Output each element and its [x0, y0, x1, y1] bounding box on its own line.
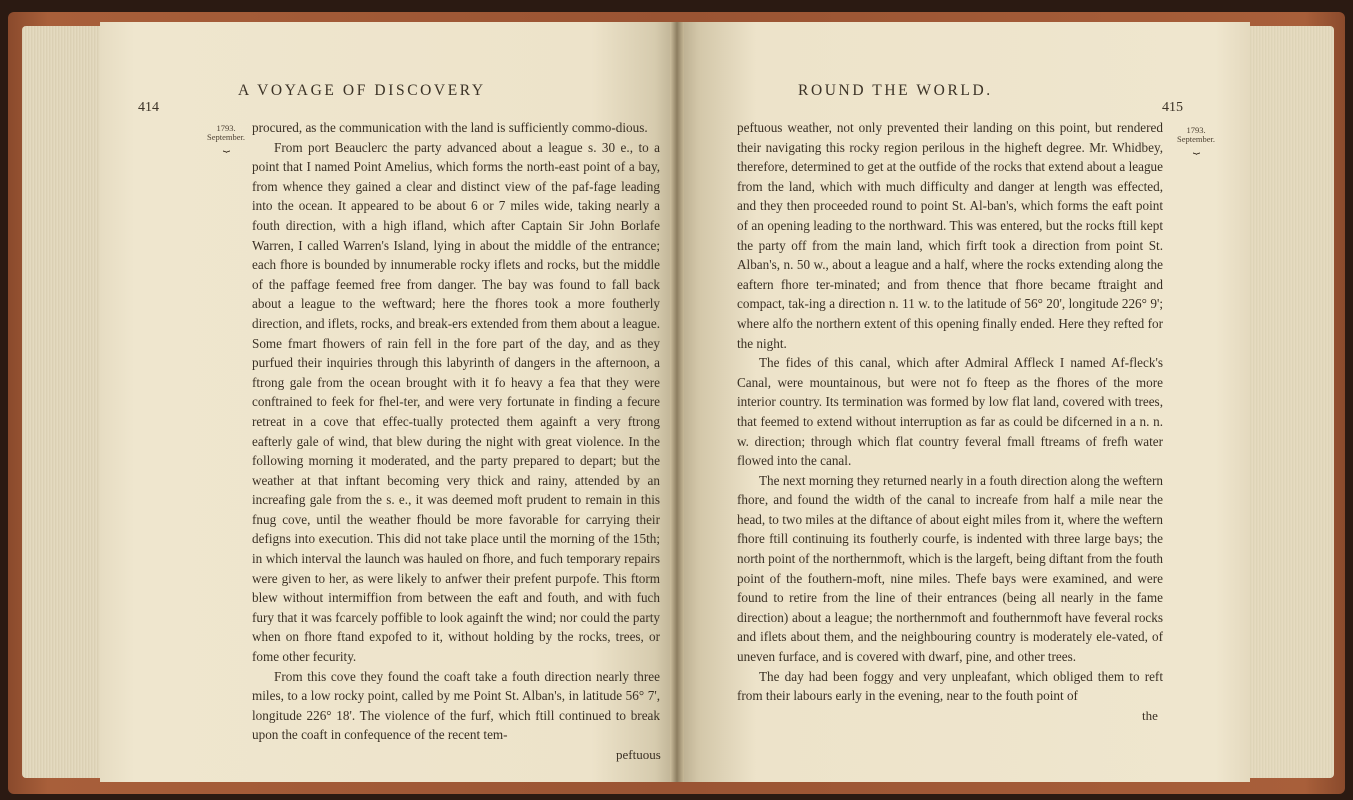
paragraph: The next morning they returned nearly in a fouth direction along the weftern fhore, and found the width of the canal to increafe from half a mile near the head, to two miles at the diftance of about eight miles from it, where the weftern fhore ftill continuing its foutherly courfe, is indented with three large bays; the north point of the northernmoft, which is the largeft, being diftant from the fouth point of the fouthern-moft, nine miles. Thefe bays were examined, and were found to retire from the line of their entrances (being all nearly in the fame direction) about a league; the northernmoft and fouthernmoft have feveral rocks and iflets about them, and the neighbouring country is moderately ele-vated, of uneven furface, and is covered with dwarf, pine, and other trees. — [737, 472, 1163, 665]
margin-month: September. — [206, 132, 245, 142]
paragraph: From port Beauclerc the party advanced about a league s. 30 e., to a point that I named Point Amelius, which forms the north-east point of a bay, from whence they gained a clear and distinct view of the paf-fage leading into the ocean. It appeared to be about 6 or 7 miles wide, taking nearly a fouth direction, with a high ifland, which after Captain Sir John Borlafe Warren, I called Warren's Island, lying in about the middle of the entrance; each fhore is bounded by innumerable rocky iflets and rocks, but the middle of the paffage feemed free from danger. The bay was found to fall back about a league to the weftward; here the fhores took a more foutherly direction, and iflets, rocks, and break-ers extended from them about a league. Some fmart fhowers of rain fell in the fore part of the day, and as they purfued their inquiries through this labyrinth of dangers in the afternoon, a ftrong gale from the ocean brought with it fo heavy a fea that they were conftrained to feek for fhel-ter, and were very fortunate in finding a fecure retreat in a cove that effec-tually protected them againft a very ftrong eafterly gale of wind, that blew during the night with great violence. In the following morning it moderated, and the party prepared to depart; but the weather at that inftant becoming very thick and rainy, attended by an increafing gale from the s. e., it was deemed moft prudent to remain in this fnug cove, until the weather fhould be more favorable for carrying their defigns into execution. This did not take place until the morning of the 15th; in which interval the launch was hauled on fhore, and fuch temporary repairs were given to her, as were likely to anfwer their prefent purpofe. This ftorm blew without intermiffion from between the eaft and fouth, and with fuch fury that it was fcarcely poffible to look againft the wind; nor could the party when on fhore ftand expofed to it, without holding by the rocks, trees, or fome other fecurity. — [252, 139, 660, 665]
paragraph: The fides of this canal, which after Admiral Affleck I named Af-fleck's Canal, were mountainous, but were not fo fteep as the fhores of the more interior country. Its termination was formed by low flat land, covered with trees, that feemed to extend without interruption as far as could be difcerned in a n. n. w. direction; through which flat country feveral fmall ftreams of frefh water flowed into the canal. — [737, 355, 1163, 469]
right-margin-note — [1170, 125, 1222, 154]
page-edges-left — [22, 26, 110, 778]
left-running-head: A VOYAGE OF DISCOVERY — [238, 82, 486, 99]
left-page-number: 414 — [138, 100, 159, 115]
paragraph: peftuous weather, not only prevented their landing on this point, but rendered their navigating this rocky region perilous in the higheft degree. Mr. Whidbey, therefore, determined to get at the outfide of the rocks that extend about a league from the land, which with much difficulty and danger at length was effected, and they then proceeded round to point St. Al-ban's, which forms the eaft point of an opening leading to the northward. This was entered, but the rocks ftill kept the party off from the main land, which firft took a direction from point St. Alban's, n. 50 w., about a league and a half, where the rocks extending along the eaftern fhore ter-minated; and from thence that fhore became ftraight and compact, tak-ing a direction n. 11 w. to the latitude of 56° 20', longitude 226° 9'; where alfo the northern extent of this opening finally ended. Here they refted for the night. — [737, 120, 1163, 351]
brace-icon: ⏟ — [1192, 140, 1200, 154]
page-edges-right — [1238, 26, 1334, 778]
margin-year: 1793. — [1186, 125, 1206, 135]
right-catchword: the — [1142, 708, 1158, 723]
right-running-head: ROUND THE WORLD. — [798, 82, 993, 99]
margin-year: 1793. — [216, 123, 236, 133]
paragraph: The day had been foggy and very unpleafant, which obliged them to reft from their labours early in the evening, near to the fouth point of — [737, 668, 1163, 704]
paragraph: procured, as the communication with the land is sufficiently commo-dious. — [252, 120, 648, 135]
left-margin-note — [200, 123, 252, 152]
right-body-text — [737, 118, 1163, 706]
margin-month: September. — [1176, 134, 1215, 144]
left-catchword: peftuous — [616, 747, 661, 762]
brace-icon: ⏟ — [222, 138, 230, 152]
book-gutter — [670, 22, 684, 782]
left-body-text — [252, 118, 660, 745]
paragraph: From this cove they found the coaft take a fouth direction nearly three miles, to a low rocky point, called by me Point St. Alban's, in latitude 56° 7', longitude 226° 18'. The violence of the furf, which ftill continued to break upon the coaft in confequence of the recent tem- — [252, 668, 660, 743]
right-page-number: 415 — [1162, 100, 1183, 115]
